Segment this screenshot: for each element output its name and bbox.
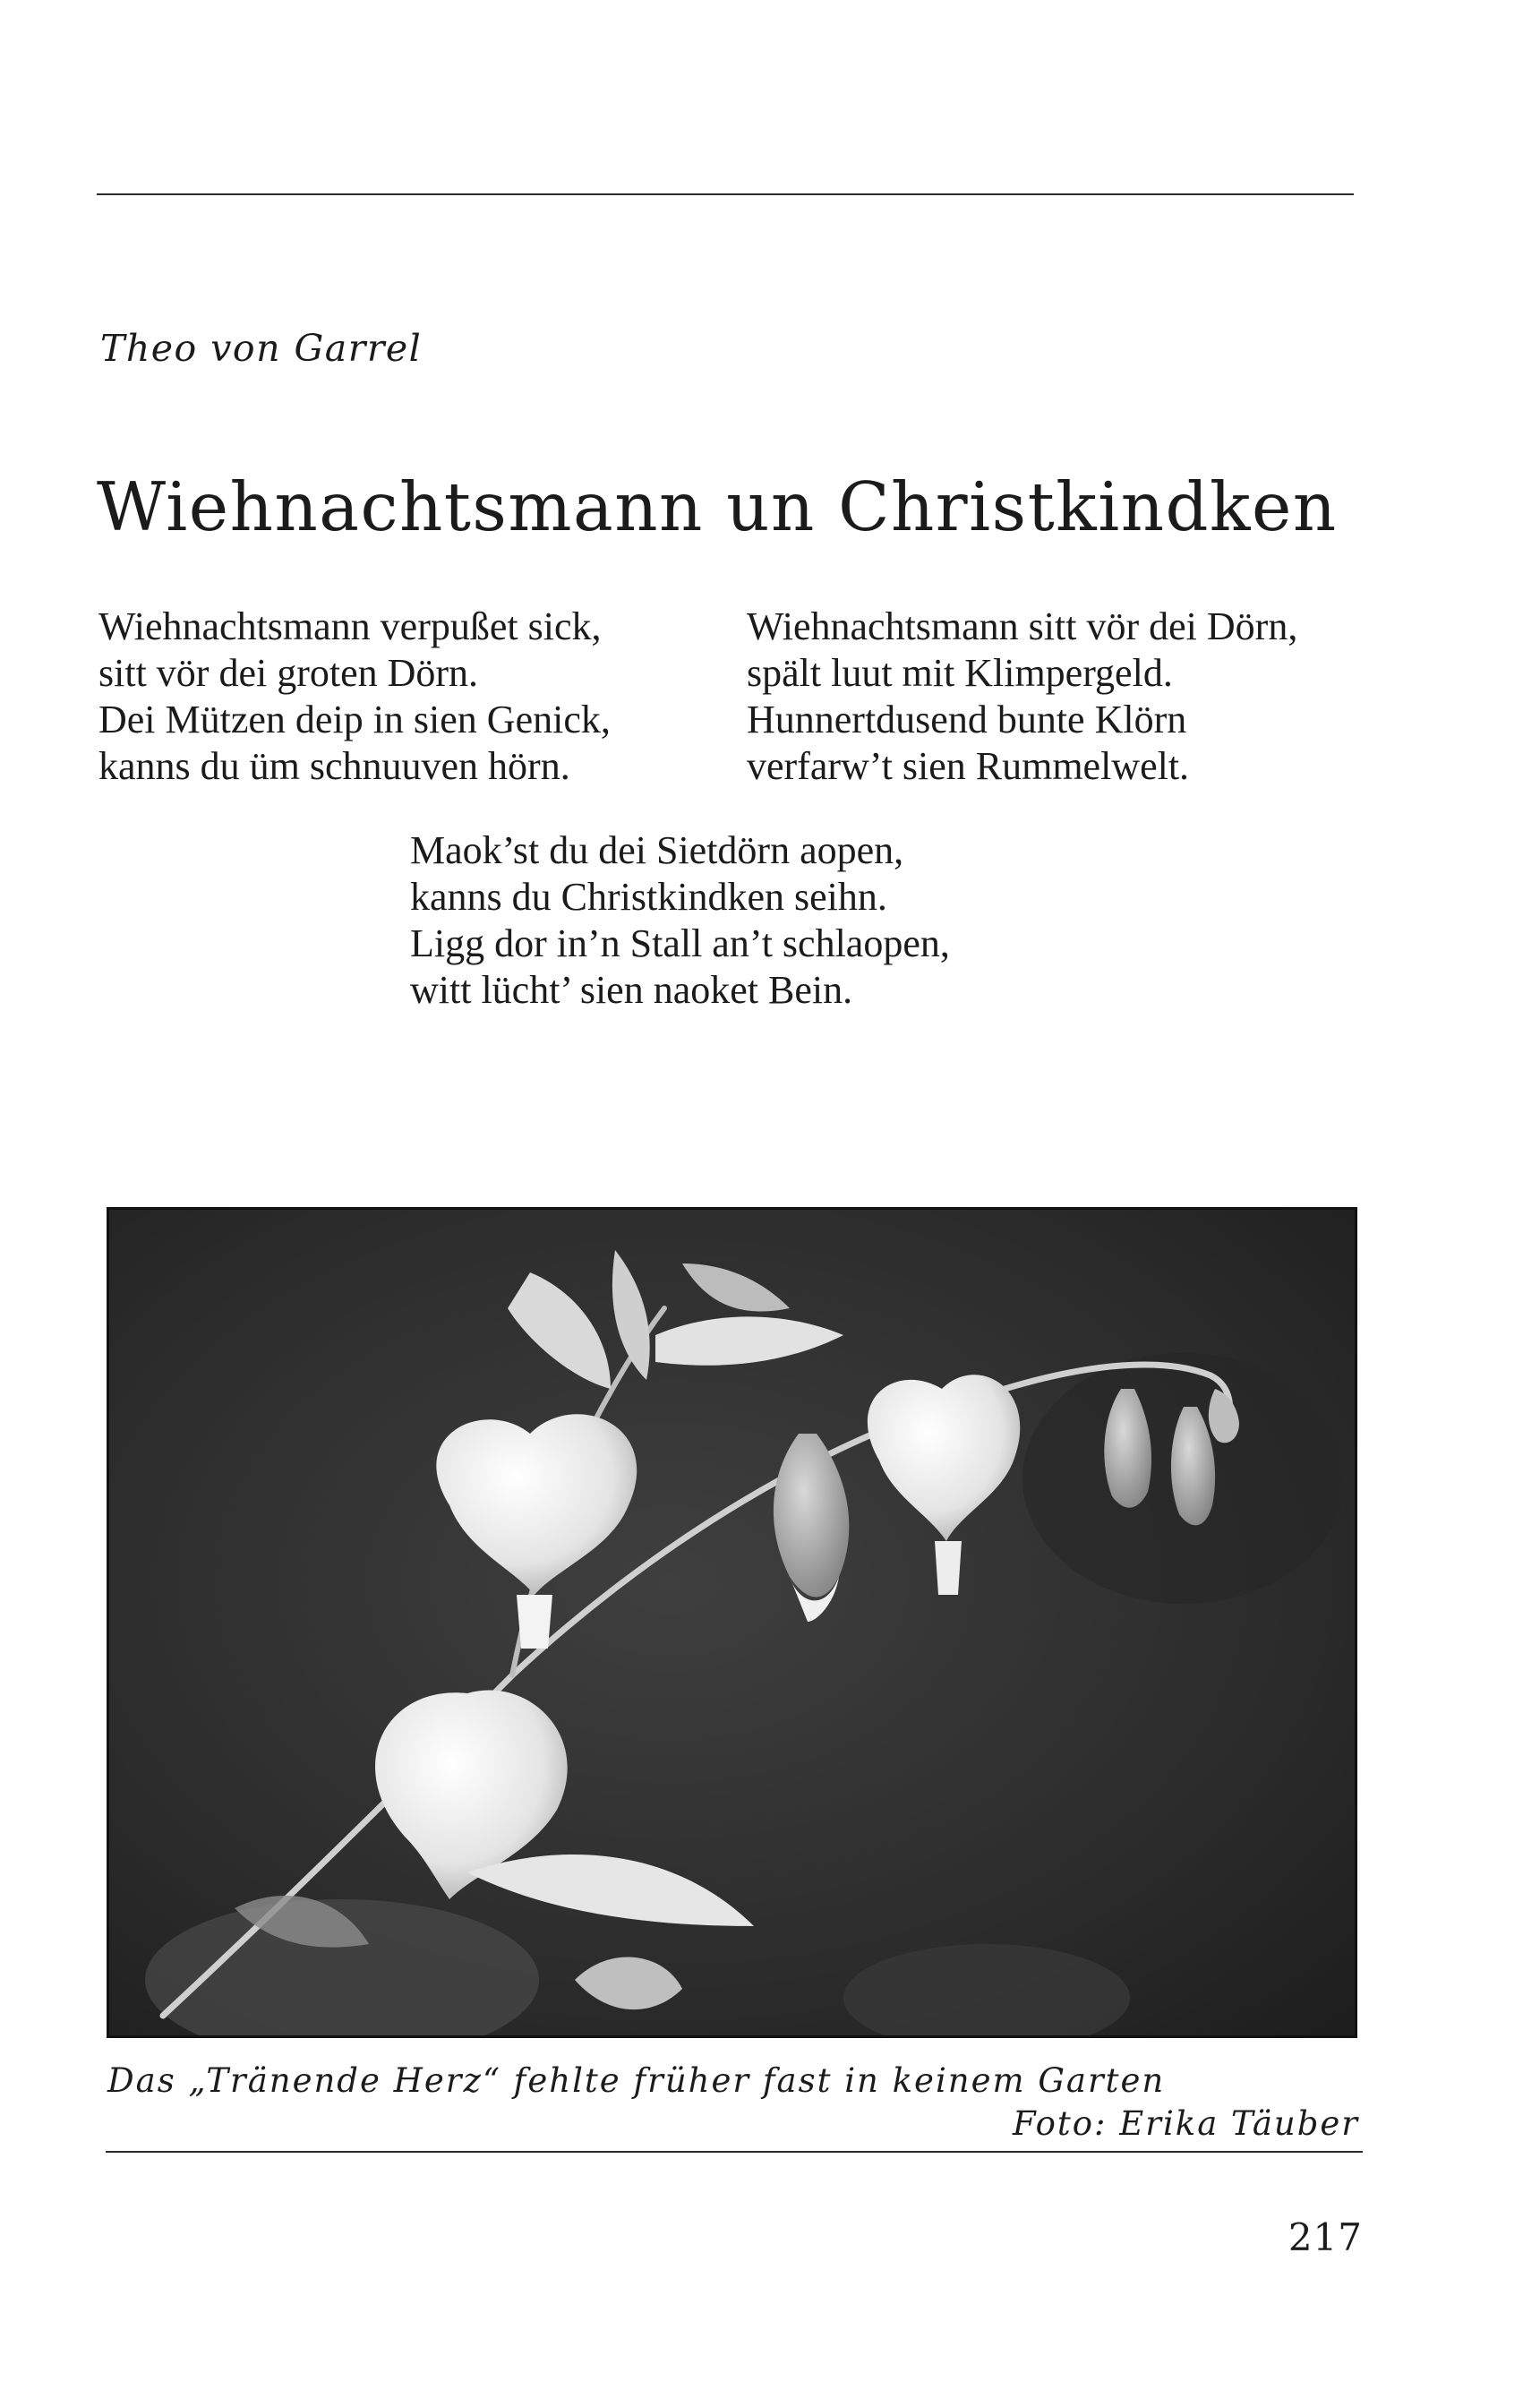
stanza-2 — [747, 604, 1297, 790]
bleeding-heart-photo — [107, 1207, 1357, 2038]
poem-title: Wiehnachtsmann un Christkindken — [97, 467, 1338, 546]
photo-credit: Foto: Erika Täuber — [1012, 2104, 1359, 2143]
stanza-line: kanns du Christkindken seihn. — [410, 875, 887, 919]
stanza-line: Wiehnachtsmann verpußet sick, — [98, 604, 602, 648]
stanza-line: witt lücht’ sien naoket Bein. — [410, 968, 853, 1012]
photo-caption: Das „Tränende Herz“ fehlte früher fast in keinem Garten — [107, 2061, 1166, 2100]
stanza-3 — [410, 827, 950, 1014]
stanza-line: Maok’st du dei Sietdörn aopen, — [410, 828, 904, 872]
top-rule — [97, 193, 1354, 195]
stanza-line: Wiehnachtsmann sitt vör dei Dörn, — [747, 604, 1298, 648]
author-name: Theo von Garrel — [100, 327, 423, 370]
stanza-line: spält luut mit Klimpergeld. — [747, 651, 1173, 695]
stanza-line: verfarw’t sien Rummelwelt. — [747, 744, 1190, 788]
stanza-line: Ligg dor in’n Stall an’t schlaopen, — [410, 921, 950, 965]
bottom-rule — [106, 2151, 1363, 2153]
stanza-line: Hunnertdusend bunte Klörn — [747, 698, 1187, 741]
stanza-line: kanns du üm schnuuven hörn. — [98, 744, 570, 788]
page-number: 217 — [1288, 2215, 1363, 2259]
stanza-line: sitt vör dei groten Dörn. — [98, 651, 479, 695]
stanza-line: Dei Mützen deip in sien Genick, — [98, 698, 611, 741]
stanza-1 — [98, 604, 611, 790]
